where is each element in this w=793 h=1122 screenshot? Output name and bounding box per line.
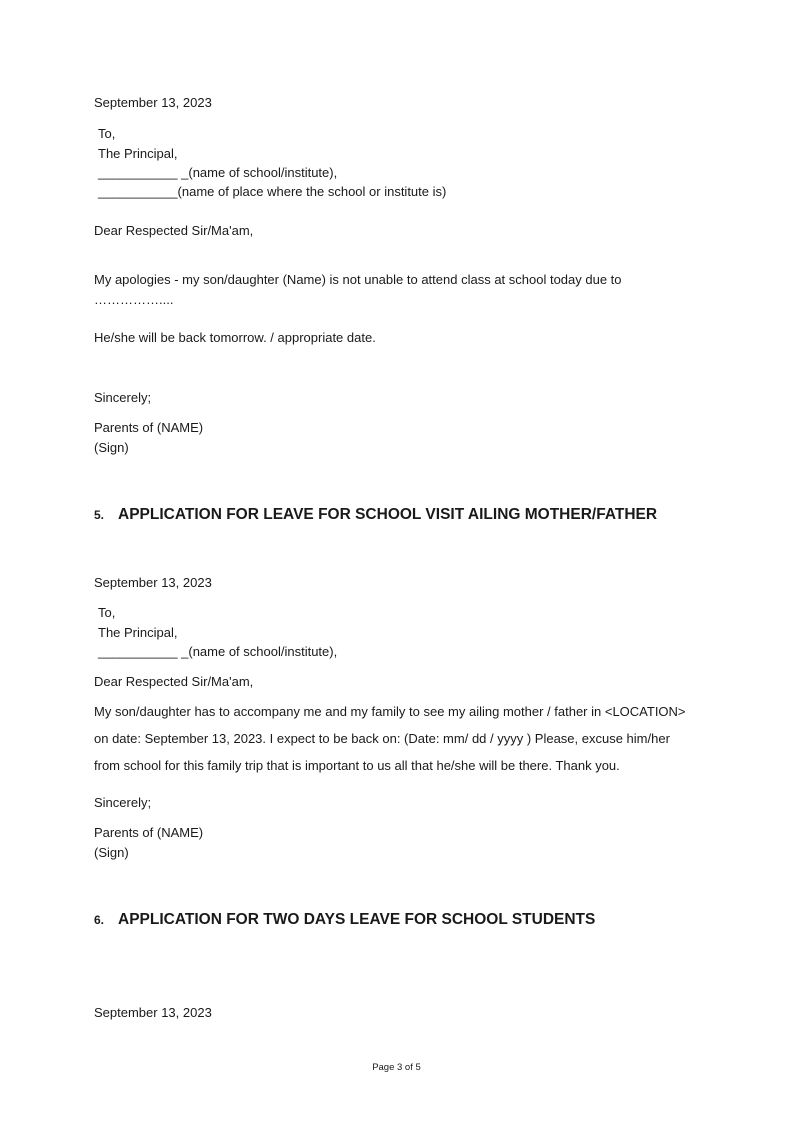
- section5-salutation: Dear Respected Sir/Ma'am,: [94, 674, 254, 689]
- section5-to: To,: [98, 605, 116, 620]
- letter1-salutation: Dear Respected Sir/Ma'am,: [94, 223, 254, 238]
- section6-heading: [94, 911, 595, 929]
- letter1-school-line: ___________ _(name of school/institute),: [98, 165, 338, 180]
- section5-principal: The Principal,: [98, 625, 178, 640]
- letter1-signature-name: Parents of (NAME): [94, 420, 204, 435]
- letter1-closing: Sincerely;: [94, 390, 152, 405]
- letter1-body-line-2: ……………....: [94, 292, 174, 307]
- letter1-to: To,: [98, 126, 116, 141]
- section5-heading: [94, 506, 657, 524]
- section5-title: APPLICATION FOR LEAVE FOR SCHOOL VISIT AILING MOTHER/FATHER: [118, 506, 658, 523]
- section5-number: 5.: [94, 508, 105, 522]
- section5-school-line: ___________ _(name of school/institute),: [98, 644, 338, 659]
- letter1-body-line-3: He/she will be back tomorrow. / appropriate date.: [94, 330, 376, 345]
- section5-body-line-3: from school for this family trip that is important to us all that he/she will be there. Thank you.: [94, 758, 620, 773]
- section5-body-line-2: on date: September 13, 2023. I expect to be back on: (Date: mm/ dd / yyyy ) Please, excuse him/her: [94, 731, 670, 746]
- section5-signature-sign: (Sign): [94, 845, 129, 860]
- section6-date: September 13, 2023: [94, 1005, 212, 1020]
- section5-closing: Sincerely;: [94, 795, 152, 810]
- letter1-principal: The Principal,: [98, 146, 178, 161]
- section5-signature-name: Parents of (NAME): [94, 825, 204, 840]
- section6-title: APPLICATION FOR TWO DAYS LEAVE FOR SCHOOL STUDENTS: [118, 911, 596, 928]
- section6-number: 6.: [94, 913, 105, 927]
- letter1-place-line: ___________(name of place where the school or institute is): [98, 184, 447, 199]
- page-number: Page 3 of 5: [372, 1062, 421, 1073]
- section5-body-line-1: My son/daughter has to accompany me and my family to see my ailing mother / father in <LOCATION>: [94, 704, 686, 719]
- section5-date: September 13, 2023: [94, 575, 212, 590]
- letter1-signature-sign: (Sign): [94, 440, 129, 455]
- letter1-date: September 13, 2023: [94, 95, 212, 110]
- letter1-body-line-1: My apologies - my son/daughter (Name) is not unable to attend class at school today due to: [94, 272, 622, 287]
